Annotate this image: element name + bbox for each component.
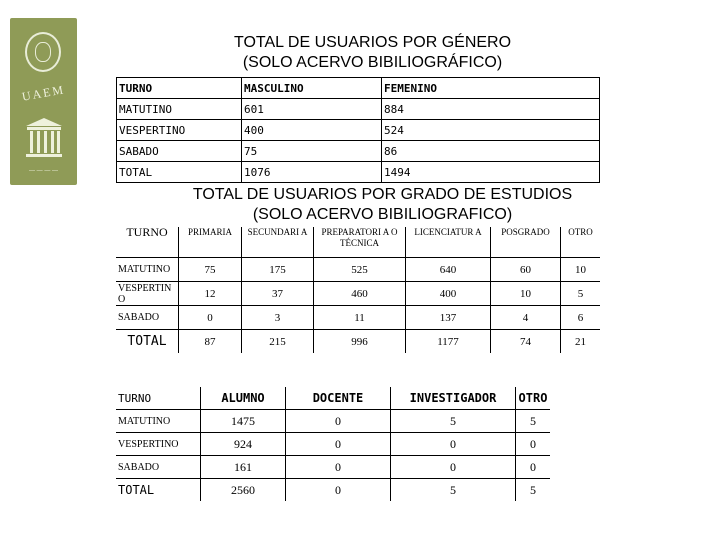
table-row xyxy=(116,282,600,306)
header-cell: INVESTIGADOR xyxy=(391,387,516,410)
header-cell: OTRO xyxy=(516,387,551,410)
table-cell: 0 xyxy=(286,433,391,456)
table-cell: MATUTINO xyxy=(116,410,201,433)
header-cell: PREPARATORI A O TÉCNICA xyxy=(314,227,406,258)
table-cell: 884 xyxy=(382,99,600,120)
table-cell: 137 xyxy=(406,306,491,330)
header-cell: POSGRADO xyxy=(491,227,561,258)
table-cell: 6 xyxy=(561,306,601,330)
table-cell: 21 xyxy=(561,330,601,354)
table-cell: 215 xyxy=(242,330,314,354)
table-cell: 524 xyxy=(382,120,600,141)
table-cell: MATUTINO xyxy=(117,99,242,120)
table-cell: 37 xyxy=(242,282,314,306)
building-icon xyxy=(24,116,64,162)
table-cell: 1177 xyxy=(406,330,491,354)
table-cell: 460 xyxy=(314,282,406,306)
table-cell: 74 xyxy=(491,330,561,354)
table-cell: MATUTINO xyxy=(116,258,179,282)
table-cell: 4 xyxy=(491,306,561,330)
table-cell: 11 xyxy=(314,306,406,330)
table-cell: TOTAL xyxy=(116,330,179,354)
table-cell: 0 xyxy=(286,479,391,502)
studies-subtitle: (SOLO ACERVO BIBILIOGRAFICO) xyxy=(252,206,513,223)
header-cell: DOCENTE xyxy=(286,387,391,410)
table-cell: 400 xyxy=(406,282,491,306)
table-cell: 10 xyxy=(561,258,601,282)
table-cell: 5 xyxy=(516,410,551,433)
table-cell: 924 xyxy=(201,433,286,456)
table-cell: 5 xyxy=(391,410,516,433)
table-cell: 640 xyxy=(406,258,491,282)
header-cell: OTRO xyxy=(561,227,601,258)
gender-subtitle: (SOLO ACERVO BIBILIOGRÁFICO) xyxy=(242,54,503,71)
gender-table xyxy=(116,77,600,183)
table-row xyxy=(116,258,600,282)
table-cell: 10 xyxy=(491,282,561,306)
table-row xyxy=(117,99,600,120)
table-cell: 601 xyxy=(242,99,382,120)
table-cell: 75 xyxy=(179,258,242,282)
table-cell: SABADO xyxy=(116,456,201,479)
uaem-logo xyxy=(10,18,77,185)
table-cell: 0 xyxy=(286,410,391,433)
gender-title-block xyxy=(200,33,545,73)
table-row xyxy=(117,120,600,141)
table-cell: 12 xyxy=(179,282,242,306)
table-cell: 0 xyxy=(179,306,242,330)
table-cell: 1076 xyxy=(242,162,382,183)
table-cell: SABADO xyxy=(116,306,179,330)
header-cell: LICENCIATUR A xyxy=(406,227,491,258)
table-row xyxy=(116,306,600,330)
table-row xyxy=(116,330,600,354)
table-cell: TOTAL xyxy=(116,479,201,502)
table-cell: 0 xyxy=(286,456,391,479)
table-row xyxy=(117,141,600,162)
table-cell: 75 xyxy=(242,141,382,162)
table-cell: 0 xyxy=(391,456,516,479)
table-cell: 400 xyxy=(242,120,382,141)
table-cell: 1475 xyxy=(201,410,286,433)
table-cell: 5 xyxy=(391,479,516,502)
header-cell: TURNO xyxy=(117,78,242,99)
table-cell: SABADO xyxy=(117,141,242,162)
table-cell: 175 xyxy=(242,258,314,282)
table-cell: 87 xyxy=(179,330,242,354)
table-cell: 1494 xyxy=(382,162,600,183)
header-cell: MASCULINO xyxy=(242,78,382,99)
studies-title-block xyxy=(155,185,610,225)
header-cell: TURNO xyxy=(126,225,168,239)
table-cell: 161 xyxy=(201,456,286,479)
table-cell: VESPERTINO xyxy=(116,433,201,456)
logo-text: UAEM xyxy=(20,82,66,104)
logo-years: — — — — xyxy=(28,168,58,174)
table-row xyxy=(116,479,550,502)
table-cell: 5 xyxy=(516,479,551,502)
table-cell: 0 xyxy=(516,433,551,456)
table-cell: 0 xyxy=(391,433,516,456)
table-cell: 60 xyxy=(491,258,561,282)
header-cell: ALUMNO xyxy=(201,387,286,410)
header-cell: TURNO xyxy=(118,391,152,405)
gender-title: TOTAL DE USUARIOS POR GÉNERO xyxy=(233,34,512,51)
table-cell: TOTAL xyxy=(117,162,242,183)
seal-icon xyxy=(25,32,61,72)
user-type-table xyxy=(116,387,550,501)
table-cell: 0 xyxy=(516,456,551,479)
table-cell: 996 xyxy=(314,330,406,354)
header-cell: SECUNDARI A xyxy=(242,227,314,258)
table-row xyxy=(116,456,550,479)
table-row xyxy=(117,162,600,183)
header-cell: FEMENINO xyxy=(382,78,600,99)
table-cell: 525 xyxy=(314,258,406,282)
studies-title: TOTAL DE USUARIOS POR GRADO DE ESTUDIOS xyxy=(192,186,573,203)
studies-table xyxy=(116,227,600,353)
table-cell: 2560 xyxy=(201,479,286,502)
table-cell: VESPERTIN O xyxy=(116,282,179,306)
table-header-row xyxy=(116,387,550,410)
table-row xyxy=(116,433,550,456)
table-cell: VESPERTINO xyxy=(117,120,242,141)
table-header-row xyxy=(117,78,600,99)
table-cell: 3 xyxy=(242,306,314,330)
table-cell: 5 xyxy=(561,282,601,306)
header-cell: PRIMARIA xyxy=(179,227,242,258)
table-cell: 86 xyxy=(382,141,600,162)
table-header-row xyxy=(116,227,600,258)
table-row xyxy=(116,410,550,433)
